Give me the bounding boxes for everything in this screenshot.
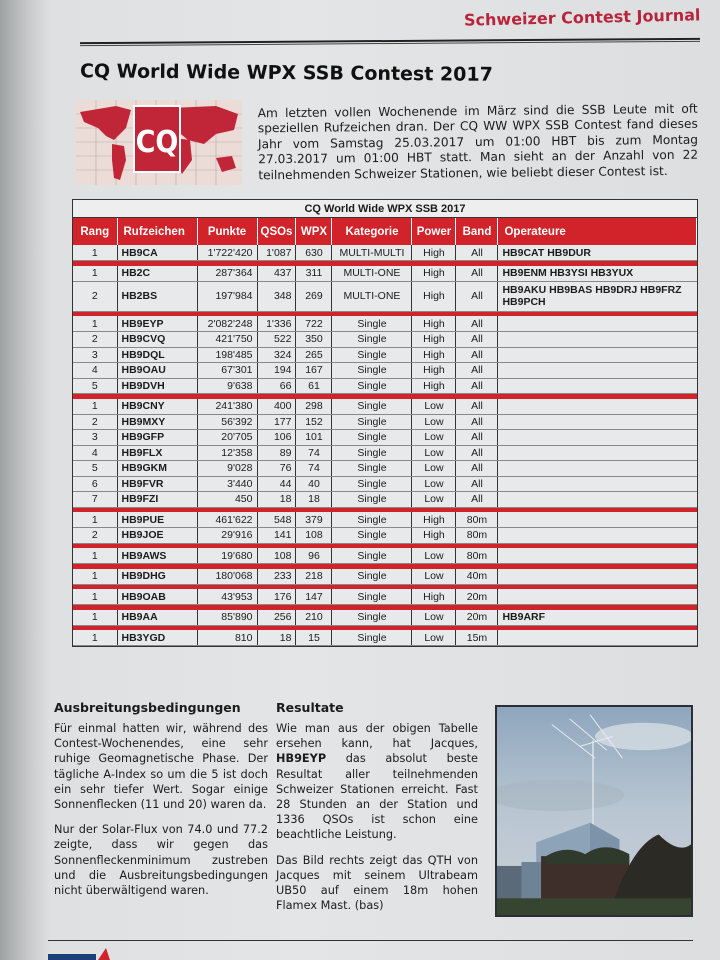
cell-power: High [412,363,456,379]
cell-punkte: 67'301 [197,363,257,379]
cell-rang: 3 [73,347,117,363]
cell-power: Low [412,569,456,585]
cell-rufzeichen: HB9MXY [117,414,197,430]
cell-wpx: 210 [296,610,332,626]
table-row [73,569,697,585]
results-text: Wie man aus der obigen Tabelle ersehen kann, hat Jacques, [276,722,478,751]
cell-kategorie: Single [332,316,412,332]
results-callsign: HB9EYP [276,752,327,766]
cell-band: All [456,476,498,492]
cell-punkte: 198'485 [197,347,257,363]
cell-rufzeichen: HB2BS [117,281,197,311]
cell-power: Low [412,492,456,508]
cell-band: All [456,430,498,446]
cell-band: 20m [456,589,498,605]
cell-rufzeichen: HB9OAU [117,363,197,379]
cell-rufzeichen: HB9DQL [117,347,197,363]
cell-qsos: 106 [257,430,296,446]
cell-qsos: 141 [257,528,296,544]
cell-operateure [498,569,697,585]
cell-band: 20m [456,610,498,626]
table-row [73,610,697,626]
cell-kategorie: Single [332,363,412,379]
table-row [73,414,697,430]
cell-rang: 1 [73,630,117,646]
col-punkte: Punkte [197,218,257,245]
cell-kategorie: Single [332,445,412,461]
cell-band: 80m [456,548,498,564]
cell-punkte: 20'705 [197,430,257,446]
cell-punkte: 9'638 [197,378,257,394]
results-paragraph [276,721,478,843]
cell-punkte: 43'953 [197,589,257,605]
cell-power: High [412,589,456,605]
cq-logo [76,100,242,185]
cell-punkte: 29'916 [197,528,257,544]
cell-rufzeichen: HB2C [117,266,197,282]
cell-band: 15m [456,630,498,646]
cell-power: Low [412,399,456,415]
cell-band: 80m [456,528,498,544]
article-intro: Am letzten vollen Wochenende im März sind die SSB Leute mit oft speziellen Rufzeichen dran. Der CQ WW WPX SSB Contest fand dieses Jahr vom Samstag 25.03.2017 um 01:00 HBT bis zum Montag 27.03.2017 um 01:00 HBT statt. Man sieht an der Anzahl von 22 teilnehmenden Schweizer Stationen, wie beliebt dieser Contest ist. [257,101,699,182]
cell-band: All [456,399,498,415]
cell-punkte: 197'984 [197,281,257,311]
cell-rang: 1 [73,245,117,261]
propagation-section [54,700,268,908]
cell-operateure [498,332,697,348]
propagation-paragraph: Für einmal hatten wir, während des Contest-Wochenendes, eine sehr ruhige Geomagnetische Phase. Der tägliche A-Index so um die 5 ist doch ein sehr tiefer Wert. Sogar einige Sonnenflecken (11 und 20) waren da. [54,722,268,812]
cell-punkte: 2'082'248 [197,316,257,332]
cell-power: Low [412,461,456,477]
table-title: CQ World Wide WPX SSB 2017 [73,200,697,218]
uska-logo-icon [48,945,118,960]
article-title: CQ World Wide WPX SSB Contest 2017 [79,60,493,86]
cell-rufzeichen: HB9CNY [117,399,197,415]
cell-operateure: HB9ENM HB3YSI HB3YUX [498,266,697,282]
table-row [73,281,697,311]
table-row [73,548,697,564]
cell-power: Low [412,610,456,626]
cell-power: High [412,266,456,282]
cell-kategorie: Single [332,461,412,477]
cell-qsos: 18 [257,492,296,508]
cell-band: All [456,245,498,261]
table-row [73,245,697,261]
cell-punkte: 241'380 [197,399,257,415]
cell-rufzeichen: HB3YGD [117,630,197,646]
antenna-photo [495,705,693,917]
cell-band: All [456,414,498,430]
cell-rang: 5 [73,378,117,394]
cell-band: All [456,363,498,379]
cell-wpx: 108 [296,528,332,544]
cell-punkte: 461'622 [197,512,257,528]
cell-kategorie: Single [332,399,412,415]
cell-punkte: 9'028 [197,461,257,477]
cell-power: Low [412,414,456,430]
cell-wpx: 218 [296,569,332,585]
cell-qsos: 437 [257,266,296,282]
cell-rang: 2 [73,414,117,430]
cell-qsos: 348 [257,281,296,311]
cq-logo-text: CQ [135,125,179,160]
cell-rang: 2 [73,332,117,348]
table-row [73,266,697,282]
cell-rang: 4 [73,445,117,461]
cell-kategorie: Single [332,332,412,348]
table-row [73,347,697,363]
cell-punkte: 180'068 [197,569,257,585]
cell-operateure [498,461,697,477]
cell-qsos: 194 [257,363,296,379]
cell-rufzeichen: HB9AWS [117,548,197,564]
col-power: Power [412,218,456,245]
col-rufzeichen: Rufzeichen [117,218,197,245]
table-row [73,332,697,348]
cell-wpx: 152 [296,414,332,430]
cell-rufzeichen: HB9AA [117,610,197,626]
cell-kategorie: MULTI-ONE [332,281,412,311]
cell-rang: 1 [73,512,117,528]
table-row [73,589,697,605]
cell-wpx: 61 [296,378,332,394]
cell-band: All [456,266,498,282]
cell-qsos: 177 [257,414,296,430]
journal-title: Schweizer Contest Journal [463,5,701,30]
table-row [73,316,697,332]
cell-rufzeichen: HB9CVQ [117,332,197,348]
cell-operateure [498,363,697,379]
cell-kategorie: Single [332,414,412,430]
cell-kategorie: Single [332,430,412,446]
cell-rang: 6 [73,476,117,492]
cell-wpx: 269 [296,281,332,311]
table-row [73,399,697,415]
cell-qsos: 522 [257,332,296,348]
cell-qsos: 18 [257,630,296,646]
cell-operateure [498,589,697,605]
table-row [73,630,697,646]
cell-rufzeichen: HB9GKM [117,461,197,477]
cell-qsos: 548 [257,512,296,528]
cell-band: All [456,316,498,332]
cell-wpx: 40 [296,476,332,492]
cell-power: High [412,512,456,528]
cell-power: High [412,245,456,261]
cell-rang: 5 [73,461,117,477]
cell-rang: 1 [73,399,117,415]
cell-wpx: 630 [296,245,332,261]
cell-qsos: 76 [257,461,296,477]
cell-operateure: HB9AKU HB9BAS HB9DRJ HB9FRZ HB9PCH [498,281,697,311]
cell-qsos: 400 [257,399,296,415]
cell-punkte: 19'680 [197,548,257,564]
table-row [73,476,697,492]
table-body [73,245,697,646]
cell-punkte: 1'722'420 [197,245,257,261]
cell-power: High [412,378,456,394]
cell-rufzeichen: HB9JOE [117,528,197,544]
cell-operateure [498,347,697,363]
cell-kategorie: Single [332,610,412,626]
table-row [73,430,697,446]
cell-rufzeichen: HB9FVR [117,476,197,492]
cell-wpx: 147 [296,589,332,605]
results-section [276,700,478,923]
cell-operateure [498,430,697,446]
cell-rang: 7 [73,492,117,508]
cell-operateure [498,512,697,528]
cell-rufzeichen: HB9CA [117,245,197,261]
col-wpx: WPX [296,218,332,245]
cell-operateure [498,399,697,415]
cell-operateure [498,378,697,394]
cell-rufzeichen: HB9EYP [117,316,197,332]
cell-wpx: 18 [296,492,332,508]
cell-rang: 1 [73,610,117,626]
cell-punkte: 85'890 [197,610,257,626]
cell-power: Low [412,548,456,564]
cell-kategorie: Single [332,569,412,585]
cell-punkte: 3'440 [197,476,257,492]
cell-rang: 3 [73,430,117,446]
cell-kategorie: Single [332,492,412,508]
cell-wpx: 265 [296,347,332,363]
cell-rang: 1 [73,569,117,585]
results-table [72,199,698,647]
cell-wpx: 350 [296,332,332,348]
cell-power: Low [412,445,456,461]
cell-qsos: 256 [257,610,296,626]
cell-band: All [456,461,498,477]
cell-rang: 1 [73,548,117,564]
cell-rang: 1 [73,266,117,282]
col-kategorie: Kategorie [332,218,412,245]
cell-wpx: 74 [296,461,332,477]
cell-wpx: 96 [296,548,332,564]
cell-power: High [412,528,456,544]
table-row [73,445,697,461]
antenna-photo-icon [497,707,691,915]
cell-kategorie: Single [332,378,412,394]
cell-qsos: 44 [257,476,296,492]
cell-rufzeichen: HB9DVH [117,378,197,394]
cell-rufzeichen: HB9DHG [117,569,197,585]
cell-kategorie: Single [332,548,412,564]
world-map-icon [76,100,242,185]
cell-punkte: 810 [197,630,257,646]
cell-operateure [498,528,697,544]
cell-operateure [498,548,697,564]
table-row [73,461,697,477]
cell-qsos: 324 [257,347,296,363]
cell-power: High [412,347,456,363]
cell-punkte: 421'750 [197,332,257,348]
table-row [73,492,697,508]
cell-band: All [456,492,498,508]
cell-band: 80m [456,512,498,528]
cell-qsos: 89 [257,445,296,461]
cell-punkte: 450 [197,492,257,508]
cell-kategorie: Single [332,589,412,605]
table-header-row [73,218,697,245]
cell-band: All [456,281,498,311]
cell-wpx: 101 [296,430,332,446]
cell-operateure: HB9CAT HB9DUR [498,245,697,261]
table-row [73,363,697,379]
cell-kategorie: Single [332,512,412,528]
cell-operateure [498,316,697,332]
propagation-paragraph: Nur der Solar-Flux von 74.0 und 77.2 zeigte, dass wir gegen das Sonnenfleckenminimum zustreben und die Ausbreitungsbedingungen nicht überwältigend waren. [54,823,268,898]
results-heading: Resultate [276,700,344,715]
cell-wpx: 311 [296,266,332,282]
cell-kategorie: MULTI-MULTI [332,245,412,261]
cell-kategorie: Single [332,347,412,363]
cell-rang: 1 [73,316,117,332]
cell-rang: 2 [73,528,117,544]
cell-qsos: 1'336 [257,316,296,332]
cell-qsos: 233 [257,569,296,585]
cell-kategorie: MULTI-ONE [332,266,412,282]
cell-kategorie: Single [332,630,412,646]
cell-power: High [412,332,456,348]
cell-operateure [498,414,697,430]
cell-kategorie: Single [332,476,412,492]
cell-qsos: 176 [257,589,296,605]
header-divider [80,38,700,46]
cell-qsos: 1'087 [257,245,296,261]
cell-band: All [456,378,498,394]
cell-band: All [456,332,498,348]
cell-wpx: 15 [296,630,332,646]
cell-rang: 2 [73,281,117,311]
cell-power: High [412,281,456,311]
cell-wpx: 298 [296,399,332,415]
cell-rufzeichen: HB9FLX [117,445,197,461]
col-band: Band [456,218,498,245]
cell-band: 40m [456,569,498,585]
propagation-heading: Ausbreitungsbedingungen [54,700,241,715]
photo-caption-paragraph: Das Bild rechts zeigt das QTH von Jacques mit seinem Ultrabeam UB50 auf einem 18m hohen Flamex Mast. (bas) [276,853,478,913]
cell-band: All [456,347,498,363]
results-text: das absolut beste Resultat aller teilnehmenden Schweizer Stationen erreicht. Fast 28 Stunden an der Station und 1336 QSOs ist schon eine beachtliche Leistung. [276,752,478,842]
cell-operateure: HB9ARF [498,610,697,626]
cell-rang: 1 [73,589,117,605]
cell-power: Low [412,430,456,446]
table-row [73,378,697,394]
cell-operateure [498,445,697,461]
cell-operateure [498,630,697,646]
table-row [73,528,697,544]
cell-rufzeichen: HB9OAB [117,589,197,605]
cell-power: High [412,316,456,332]
cell-power: Low [412,630,456,646]
cell-qsos: 66 [257,378,296,394]
cell-wpx: 167 [296,363,332,379]
footer-divider [48,940,693,941]
cell-rufzeichen: HB9GFP [117,430,197,446]
cell-punkte: 287'364 [197,266,257,282]
cell-wpx: 74 [296,445,332,461]
cell-qsos: 108 [257,548,296,564]
cell-rufzeichen: HB9PUE [117,512,197,528]
cell-band: All [456,445,498,461]
cell-punkte: 56'392 [197,414,257,430]
cell-operateure [498,492,697,508]
cell-power: Low [412,476,456,492]
cell-operateure [498,476,697,492]
table-row [73,512,697,528]
cell-wpx: 379 [296,512,332,528]
col-qsos: QSOs [257,218,296,245]
cell-punkte: 12'358 [197,445,257,461]
cell-rufzeichen: HB9FZI [117,492,197,508]
cell-kategorie: Single [332,528,412,544]
col-operateure: Operateure [498,218,697,245]
col-rang: Rang [73,218,117,245]
cell-rang: 4 [73,363,117,379]
cell-wpx: 722 [296,316,332,332]
